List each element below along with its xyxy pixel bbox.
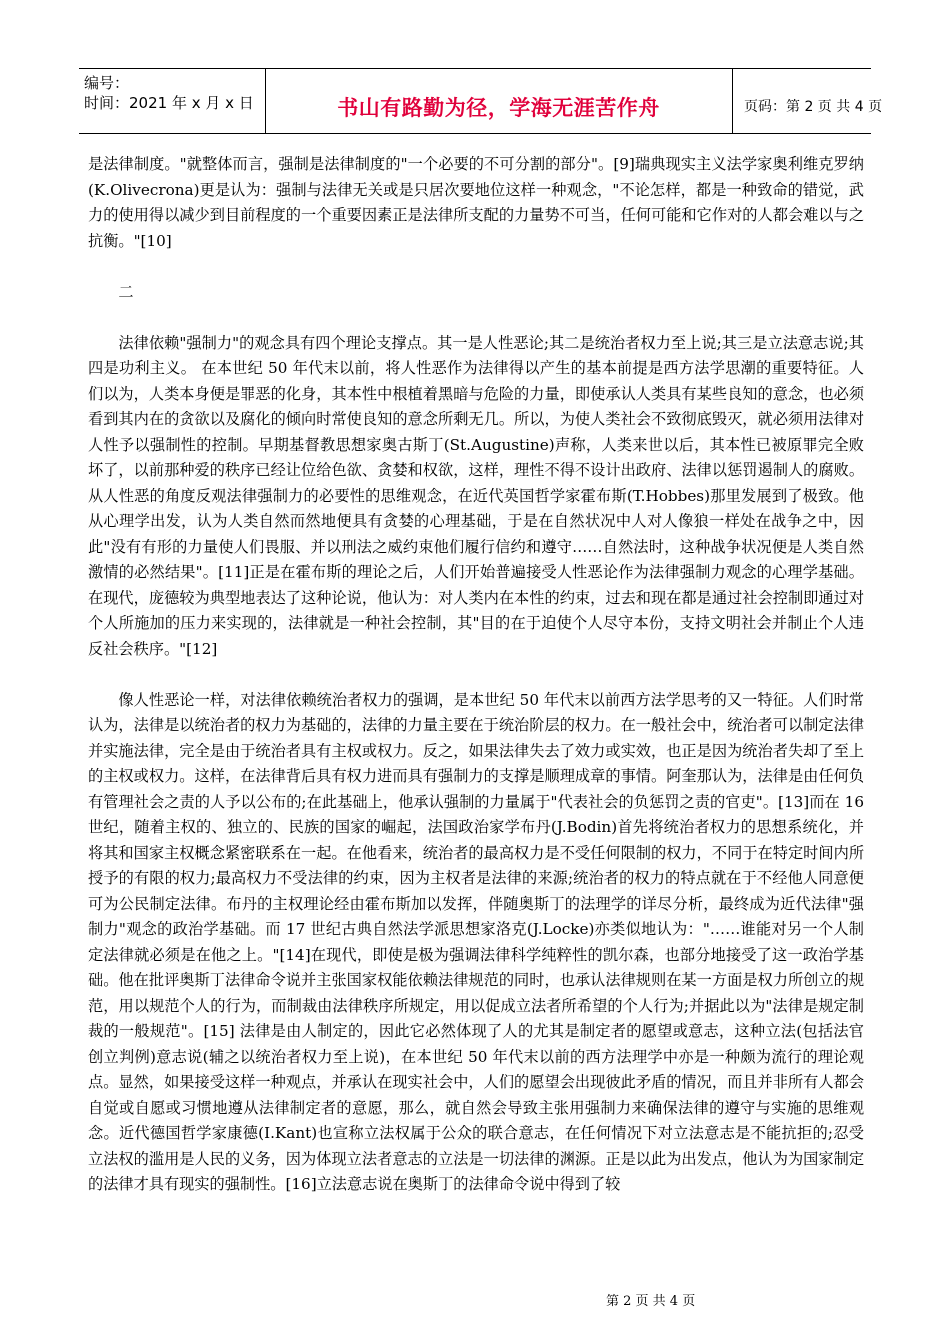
- document-body: [88, 152, 864, 1198]
- section-heading: 二: [118, 282, 134, 301]
- paragraph-3: 像人性恶论一样，对法律依赖统治者权力的强调，是本世纪 50 年代末以前西方法学思考的又一特征。人们时常认为，法律是以统治者的权力为基础的，法律的力量主要在于统治阶层的权力。在一般社会中，统治者可以制定法律并实施法律，完全是由于统治者具有主权或权力。反之，如果法律失去了效力或实效，也正是因为统治者失却了至上的主权或权力。这样，在法律背后具有权力进而具有强制力的支撑是顺理成章的事情。阿奎那认为，法律是由任何负有管理社会之责的人予以公布的;在此基础上，他承认强制的力量属于"代表社会的负惩罚之责的官吏"。[13]而在 16 世纪，随着主权的、独立的、民族的国家的崛起，法国政治家学布丹(J.Bodin)首先将统治者权力的思想系统化，并将其和国家主权概念紧密联系在一起。在他看来，统治者的最高权力是不受任何限制的权力，不同于在特定时间内所授予的有限的权力;最高权力不受法律的约束，因为主权者是法律的来源;统治者的权力的特点就在于不经他人同意便可为公民制定法律。布丹的主权理论经由霍布斯加以发挥，伴随奥斯丁的法理学的详尽分析，最终成为近代法律"强制力"观念的政治学基础。而 17 世纪古典自然法学派思想家洛克(J.Locke)亦类似地认为："……谁能对另一个人制定法律就必须是在他之上。"[14]在现代，即使是极为强调法律科学纯粹性的凯尔森，也部分地接受了这一政治学基础。他在批评奥斯丁法律命令说并主张国家权能依赖法律规范的同时，也承认法律规则在某一方面是权力所创立的规范，用以规范个人的行为，而制裁由法律秩序所规定，用以促成立法者所希望的个人行为;并据此以为"法律是规定制裁的一般规范"。[15] 法律是由人制定的，因此它必然体现了人的尤其是制定者的愿望或意志，这种立法(包括法官创立判例)意志说(辅之以统治者权力至上说)，在本世纪 50 年代末以前的西方法理学中亦是一种颇为流行的理论观点。显然，如果接受这样一种观点，并承认在现实社会中，人们的愿望会出现彼此矛盾的情况，而且并非所有人都会自觉或自愿或习惯地遵从法律制定者的意愿，那么，就自然会导致主张用强制力来确保法律的遵守与实施的思维观念。近代德国哲学家康德(I.Kant)也宣称立法权属于公众的联合意志，在任何情况下对立法意志是不能抗拒的;忍受立法权的滥用是人民的义务，因为体现立法者意志的立法是一切法律的渊源。正是以此为出发点，他认为为国家制定的法律才具有现实的强制性。[16]立法意志说在奥斯丁的法律命令说中得到了较: [88, 690, 864, 1193]
- header-page-cell: [732, 69, 883, 133]
- serial-label: 编号：: [84, 74, 130, 92]
- paragraph-gap: [88, 662, 864, 688]
- header-motto-cell: [265, 69, 733, 133]
- page-footer: 第 2 页 共 4 页: [606, 1294, 696, 1309]
- page-header: [79, 68, 883, 134]
- paragraph-1: 是法律制度。"就整体而言，强制是法律制度的"一个必要的不可分割的部分"。[9]瑞典现实主义法学家奥利维克罗纳(K.Olivecrona)更是认为：强制与法律无关或是只居次要地位这样一种观念，"不论怎样，都是一种致命的错觉，武力的使用得以减少到目前程度的一个重要因素正是法律所支配的力量势不可当，任何可能和它作对的人都会难以与之抗衡。"[10]: [88, 155, 864, 250]
- paragraph-gap: [88, 305, 864, 331]
- time-label: 时间：2021 年 x 月 x 日: [84, 94, 254, 112]
- paragraph-gap: [88, 254, 864, 280]
- motto: 书山有路勤为径，学海无涯苦作舟: [337, 96, 660, 120]
- page-number: 页码：第 2 页 共 4 页: [744, 99, 883, 115]
- header-meta: [79, 69, 266, 133]
- paragraph-2: 法律依赖"强制力"的观念具有四个理论支撑点。其一是人性恶论;其二是统治者权力至上说;其三是立法意志说;其四是功利主义。 在本世纪 50 年代末以前，将人性恶作为法律得以产生的基本前提是西方法学思潮的重要特征。人们以为，人类本身便是罪恶的化身，其本性中根植着黑暗与危险的力量，即使承认人类具有某些良知的意念，也必须看到其内在的贪欲以及腐化的倾向时常使良知的意念所剩无几。所以，为使人类社会不致彻底毁灭，就必须用法律对人性予以强制性的控制。早期基督教思想家奥古斯丁(St.Augustine)声称，人类来世以后，其本性已被原罪完全败坏了，以前那种爱的秩序已经让位给色欲、贪婪和权欲，这样，理性不得不设计出政府、法律以惩罚遏制人的腐败。从人性恶的角度反观法律强制力的必要性的思维观念，在近代英国哲学家霍布斯(T.Hobbes)那里发展到了极致。他从心理学出发，认为人类自然而然地便具有贪婪的心理基础，于是在自然状况中人对人像狼一样处在战争之中，因此"没有有形的力量使人们畏服、并以刑法之威约束他们履行信约和遵守……自然法时，这种战争状况便是人类自然激情的必然结果"。[11]正是在霍布斯的理论之后，人们开始普遍接受人性恶论作为法律强制力观念的心理学基础。在现代，庞德较为典型地表达了这种论说，他认为：对人类内在本性的约束，过去和现在都是通过社会控制即通过对个人所施加的压力来实现的，法律就是一种社会控制，其"目的在于迫使个人尽守本份，支持文明社会并制止个人违反社会秩序。"[12]: [88, 333, 864, 658]
